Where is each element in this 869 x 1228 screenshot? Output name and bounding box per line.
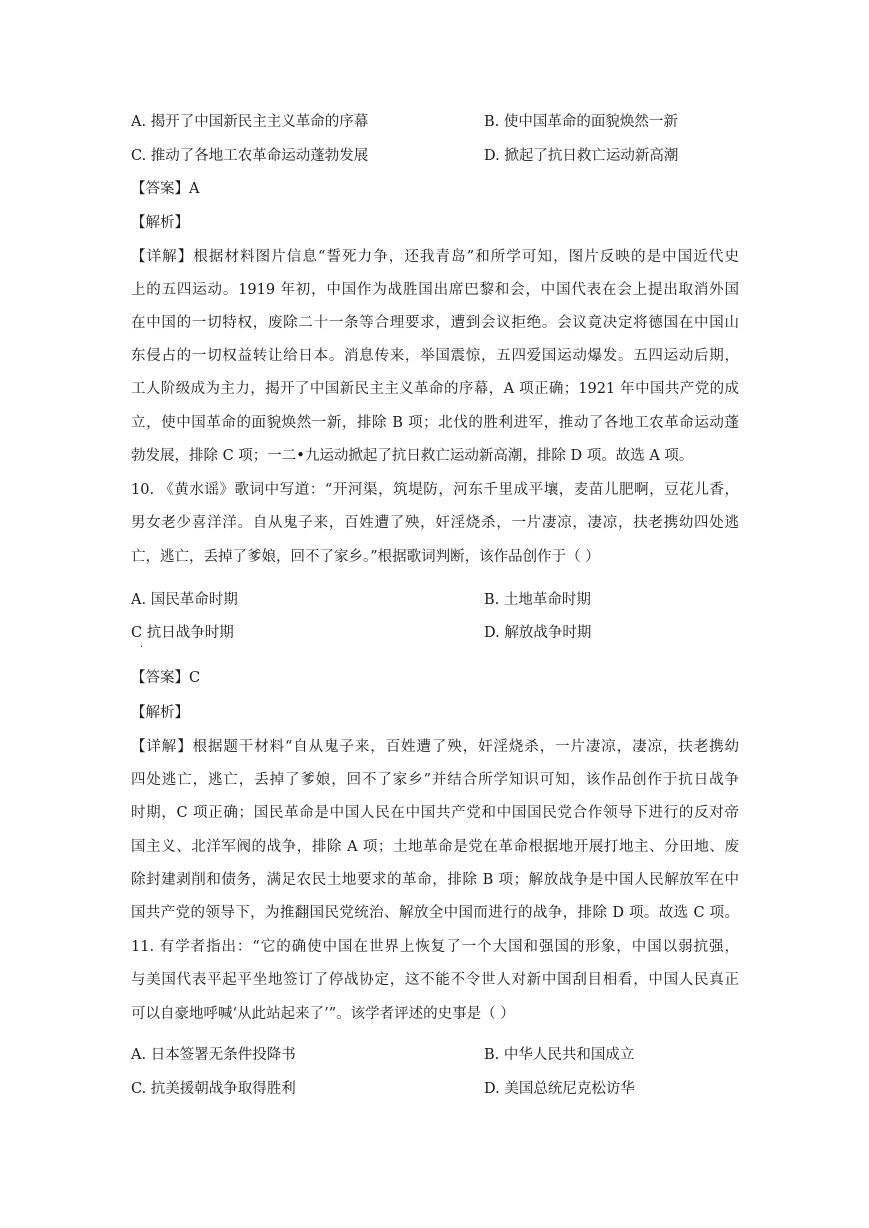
option-c: C 抗日战争时期 xyxy=(131,625,234,641)
question-stem: 亡，逃亡，丢掉了爹娘，回不了家乡。”根据歌词判断，该作品创作于（ ） xyxy=(131,549,600,565)
detail-line: 四处逃亡，逃亡，丢掉了爹娘，回不了家乡”并结合所学知识可知，该作品创作于抗日战争 xyxy=(131,772,739,788)
stray-dot: · xyxy=(140,642,144,653)
option-a: A. 国民革命时期 xyxy=(131,592,238,608)
detail-line: 在中国的一切特权，废除二十一条等合理要求，遭到会议拒绝。会议竟决定将德国在中国山 xyxy=(131,315,739,331)
detail-line: 勃发展，排除 C 项；一二•九运动掀起了抗日救亡运动新高潮，排除 D 项。故选 A 项。 xyxy=(131,448,694,464)
question-stem: 男女老少喜洋洋。自从鬼子来，百姓遭了殃，奸淫烧杀，一片凄凉，凄凉，扶老携幼四处逃 xyxy=(131,515,739,531)
option-c: C. 抗美援朝战争取得胜利 xyxy=(131,1081,296,1097)
option-a: A. 日本签署无条件投降书 xyxy=(131,1047,296,1063)
option-d: D. 美国总统尼克松访华 xyxy=(484,1081,635,1097)
answer-label: 【答案】A xyxy=(131,181,200,197)
detail-line: 立，使中国革命的面貌焕然一新，排除 B 项；北伐的胜利进军，推动了各地工农革命运动蓬 xyxy=(131,415,739,431)
question-stem: 10. 《黄水谣》歌词中写道：“开河渠，筑堤防，河东千里成平壤，麦苗儿肥啊，豆花儿香， xyxy=(131,482,739,498)
detail-line: 东侵占的一切权益转让给日本。消息传来，举国震惊，五四爱国运动爆发。五四运动后期， xyxy=(131,348,739,364)
option-d: D. 掀起了抗日救亡运动新高潮 xyxy=(484,148,679,164)
detail-line: 国共产党的领导下，为推翻国民党统治、解放全中国而进行的战争，排除 D 项。故选 C 项。 xyxy=(131,905,739,921)
answer-label: 【答案】C xyxy=(131,670,201,686)
question-stem: 与美国代表平起平坐地签订了停战协定，这不能不令世人对新中国刮目相看，中国人民真正 xyxy=(131,972,739,988)
option-d: D. 解放战争时期 xyxy=(484,625,592,641)
option-c: C. 推动了各地工农革命运动蓬勃发展 xyxy=(131,148,369,164)
option-a: A. 揭开了中国新民主主义革命的序幕 xyxy=(131,114,369,130)
detail-line: 时期，C 项正确；国民革命是中国人民在中国共产党和中国国民党合作领导下进行的反对帝 xyxy=(131,805,739,821)
question-stem: 11. 有学者指出：“它的确使中国在世界上恢复了一个大国和强国的形象，中国以弱抗强， xyxy=(131,939,739,955)
detail-line: 除封建剥削和债务，满足农民土地要求的革命，排除 B 项；解放战争是中国人民解放军在中 xyxy=(131,872,739,888)
detail-line: 工人阶级成为主力，揭开了中国新民主主义革命的序幕，A 项正确；1921 年中国共产党的成 xyxy=(131,381,739,397)
detail-line: 国主义、北洋军阀的战争，排除 A 项；土地革命是党在革命根据地开展打地主、分田地、废 xyxy=(131,839,739,855)
question-stem: 可以自豪地呼喊‘从此站起来了’”。该学者评述的史事是（ ） xyxy=(131,1006,515,1022)
analysis-label: 【解析】 xyxy=(131,705,189,721)
option-b: B. 使中国革命的面貌焕然一新 xyxy=(484,114,678,130)
detail-line: 【详解】根据材料图片信息“誓死力争，还我青岛”和所学可知，图片反映的是中国近代史 xyxy=(131,249,739,265)
detail-line: 【详解】根据题干材料“自从鬼子来，百姓遭了殃，奸淫烧杀，一片凄凉，凄凉，扶老携幼 xyxy=(131,739,739,755)
analysis-label: 【解析】 xyxy=(131,215,189,231)
option-b: B. 中华人民共和国成立 xyxy=(484,1047,635,1063)
detail-line: 上的五四运动。1919 年初，中国作为战胜国出席巴黎和会，中国代表在会上提出取消外国 xyxy=(131,282,739,298)
option-b: B. 土地革命时期 xyxy=(484,592,591,608)
